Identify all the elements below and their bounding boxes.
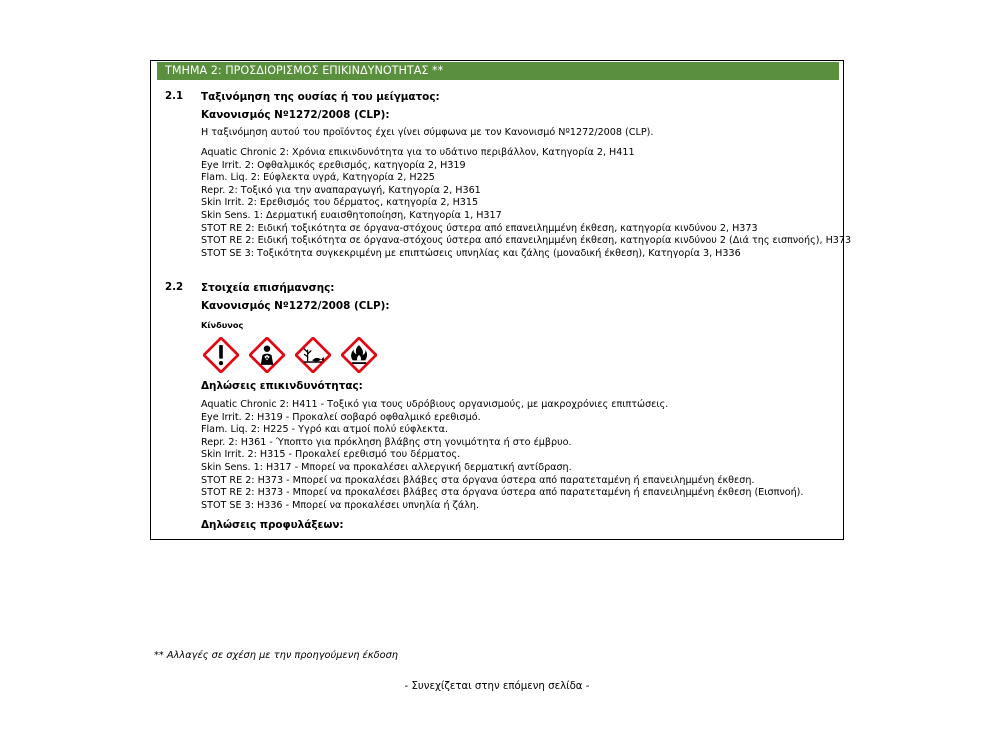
revision-footnote: ** Αλλαγές σε σχέση με την προηγούμενη έκδοση (154, 650, 398, 661)
environment-icon (295, 337, 331, 373)
classification-item: Skin Sens. 1: Δερματική ευαισθητοποίηση, Κατηγορία 1, H317 (201, 209, 502, 221)
subsection-number-2-1: 2.1 (165, 91, 184, 102)
health-hazard-icon (249, 337, 285, 373)
classification-item: Aquatic Chronic 2: Χρόνια επικινδυνότητα για το υδάτινο περιβάλλον, Κατηγορία 2, H411 (201, 147, 635, 158)
classification-item: Flam. Liq. 2: Εύφλεκτα υγρά, Κατηγορία 2, H225 (201, 172, 435, 184)
continued-notice (0, 681, 1000, 692)
hazard-statement: Skin Sens. 1: H317 - Μπορεί να προκαλέσει αλλεργική δερματική αντίδραση. (201, 461, 572, 473)
classification-intro: Η ταξινόμηση αυτού του προϊόντος έχει γίνει σύμφωνα με τον Κανονισμό Nº1272/2008 (CLP). (201, 127, 654, 138)
classification-item: STOT SE 3: Τοξικότητα συγκεκριμένη με επιπτώσεις υπνηλίας και ζάλης (μοναδική έκθεση), Κατηγορία 3, H336 (201, 247, 741, 259)
subsection-title-2-2: Στοιχεία επισήμανσης: (201, 282, 335, 294)
continued-notice-text: - Συνεχίζεται στην επόμενη σελίδα - (404, 681, 590, 692)
sds-section-frame (150, 60, 852, 540)
hazard-statements-heading: Δηλώσεις επικινδυνότητας: (201, 380, 363, 392)
classification-item: Eye Irrit. 2: Οφθαλμικός ερεθισμός, κατηγορία 2, H319 (201, 159, 466, 171)
signal-word: Κίνδυνος (201, 320, 244, 330)
classification-list (201, 147, 851, 260)
hazard-statement: Repr. 2: H361 - Ύποπτο για πρόκληση βλάβης στη γονιμότητα ή στο έμβρυο. (201, 436, 572, 448)
hazard-statement: Eye Irrit. 2: H319 - Προκαλεί σοβαρό οφθαλμικό ερεθισμό. (201, 411, 481, 423)
section-header: ΤΜΗΜΑ 2: ΠΡΟΣΔΙΟΡΙΣΜΟΣ ΕΠΙΚΙΝΔΥΝΟΤΗΤΑΣ ** (157, 62, 839, 80)
regulation-heading-2-2: Κανονισμός Nº1272/2008 (CLP): (201, 300, 390, 312)
classification-item: STOT RE 2: Ειδική τοξικότητα σε όργανα-στόχους ύστερα από επανειλημμένη έκθεση, κατηγορία κινδύνου 2, H373 (201, 222, 758, 234)
hazard-statements-list (201, 399, 803, 512)
hazard-statement: Flam. Liq. 2: H225 - Υγρό και ατμοί πολύ εύφλεκτα. (201, 424, 449, 436)
hazard-statement: STOT RE 2: H373 - Μπορεί να προκαλέσει βλάβες στα όργανα ύστερα από παρατεταμένη ή επανειλημμένη έκθεση. (201, 474, 755, 486)
precautionary-statements-heading: Δηλώσεις προφυλάξεων: (201, 519, 344, 531)
hazard-statement: Skin Irrit. 2: H315 - Προκαλεί ερεθισμό του δέρματος. (201, 449, 461, 461)
classification-item: Repr. 2: Τοξικό για την αναπαραγωγή, Κατηγορία 2, H361 (201, 184, 481, 196)
classification-item: Skin Irrit. 2: Ερεθισμός του δέρματος, κατηγορία 2, H315 (201, 197, 479, 209)
hazard-statement: STOT SE 3: H336 - Μπορεί να προκαλέσει υπνηλία ή ζάλη. (201, 499, 479, 511)
flame-icon (341, 337, 377, 373)
regulation-heading-2-1: Κανονισμός Nº1272/2008 (CLP): (201, 109, 390, 121)
hazard-statement: Aquatic Chronic 2: H411 - Τοξικό για τους υδρόβιους οργανισμούς, με μακροχρόνιες επιπτώσεις. (201, 399, 669, 410)
exclamation-mark-icon (203, 337, 239, 373)
subsection-title-2-1: Ταξινόμηση της ουσίας ή του μείγματος: (201, 91, 440, 103)
hazard-statement: STOT RE 2: H373 - Μπορεί να προκαλέσει βλάβες στα όργανα ύστερα από παρατεταμένη ή επανειλημμένη έκθεση (Εισπνοή). (201, 487, 804, 499)
classification-item: STOT RE 2: Ειδική τοξικότητα σε όργανα-στόχους ύστερα από επανειλημμένη έκθεση, κατηγορία κινδύνου 2 (Διά της εισπνοής), H373 (201, 235, 852, 247)
subsection-number-2-2: 2.2 (165, 282, 184, 293)
